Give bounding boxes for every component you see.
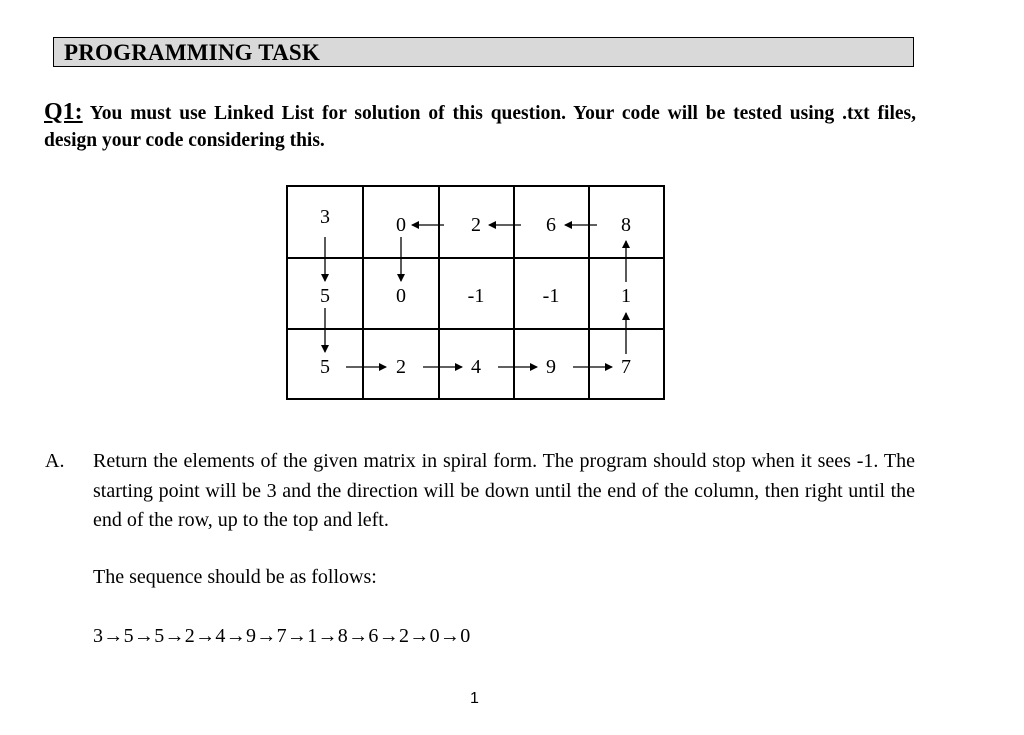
section-title: PROGRAMMING TASK (64, 40, 320, 65)
matrix-cell: 0 (396, 214, 406, 236)
matrix-cell: 0 (396, 285, 406, 307)
matrix-cell: 3 (320, 206, 330, 228)
matrix-cell: 9 (546, 356, 556, 378)
matrix-cell: 8 (621, 214, 631, 236)
matrix-cell: 4 (471, 356, 481, 378)
question-text: You must use Linked List for solution of this question. Your code will be tested using .txt files, design your code considering this. (44, 103, 916, 151)
question-label: Q1: (44, 99, 83, 125)
matrix-cell: 2 (396, 356, 406, 378)
expected-sequence: 3→5→5→2→4→9→7→1→8→6→2→0→0 (93, 625, 471, 647)
question-statement (44, 99, 916, 154)
part-label: A. (45, 450, 65, 472)
matrix-cell: 5 (320, 285, 330, 307)
matrix-cell: 6 (546, 214, 556, 236)
page-number: 1 (470, 690, 479, 707)
matrix-cell: -1 (542, 285, 560, 307)
matrix-cell: 5 (320, 356, 330, 378)
matrix-cell: 7 (621, 356, 631, 378)
part-description: Return the elements of the given matrix in spiral form. The program should stop when it sees -1. The starting point will be 3 and the direction will be down until the end of the column, then right until the end of the row, up to the top and left. (93, 450, 915, 531)
spiral-matrix-figure (286, 185, 666, 401)
matrix-cell: -1 (467, 285, 485, 307)
section-header (53, 37, 914, 67)
matrix-cell: 2 (471, 214, 481, 236)
sequence-intro: The sequence should be as follows: (93, 566, 377, 588)
matrix-cell: 1 (621, 285, 631, 307)
